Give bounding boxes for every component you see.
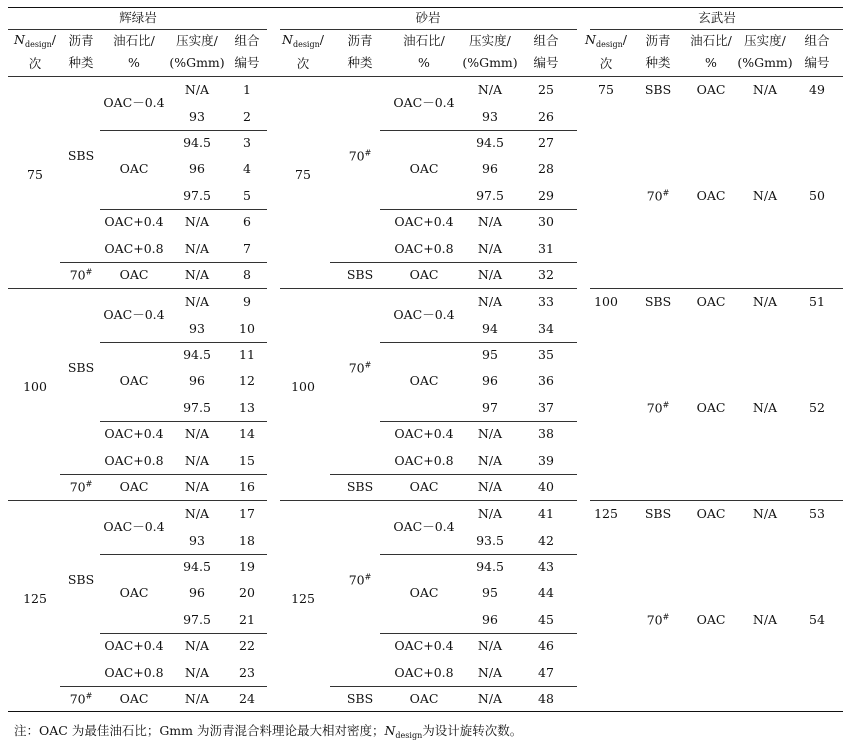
block-rule <box>8 288 267 289</box>
asphalt-sbs: SBS <box>67 571 95 587</box>
n-design-header: $N_{design}/$ 次 <box>14 31 56 71</box>
oil-ratio-oac: OAC <box>119 266 149 282</box>
combo-id: 54 <box>809 611 825 627</box>
n-design-header: $N_{design}/$ 次 <box>282 31 324 71</box>
oil-ratio-plus08: OAC+0.8 <box>104 240 164 256</box>
compaction-value: 94.5 <box>476 558 504 574</box>
compaction-value: N/A <box>477 637 503 653</box>
combo-id: 10 <box>239 320 255 336</box>
oil-ratio-oac: OAC <box>409 373 439 389</box>
sub-rule <box>330 686 577 687</box>
oil-ratio-oac: OAC <box>696 399 726 415</box>
oil-ratio-oac: OAC <box>696 293 726 309</box>
sub-rule <box>100 342 267 343</box>
oil-ratio-oac: OAC <box>409 161 439 177</box>
top-rule <box>8 7 843 8</box>
oil-ratio-minus: OAC－0.4 <box>393 307 455 323</box>
combo-id: 34 <box>538 320 554 336</box>
combo-id: 3 <box>243 134 251 150</box>
combo-id: 14 <box>239 425 255 441</box>
group-header-diabase: 辉绿岩 <box>119 9 157 25</box>
combo-id: 15 <box>239 452 255 468</box>
compaction-value: N/A <box>184 213 210 229</box>
compaction-value: N/A <box>477 478 503 494</box>
header-combo-id: 组合 编号 <box>234 33 260 70</box>
compaction-value: N/A <box>477 664 503 680</box>
compaction-value: N/A <box>184 240 210 256</box>
compaction-value: 93 <box>189 108 205 124</box>
combo-id: 30 <box>538 213 554 229</box>
oil-ratio-plus08: OAC+0.8 <box>104 664 164 680</box>
asphalt-grade-70: 70# <box>348 572 372 588</box>
combo-id: 29 <box>538 187 554 203</box>
compaction-value: N/A <box>184 452 210 468</box>
compaction-value: N/A <box>477 213 503 229</box>
compaction-value: 96 <box>189 161 205 177</box>
combo-id: 44 <box>538 585 554 601</box>
combo-id: 50 <box>809 187 825 203</box>
combo-id: 42 <box>538 532 554 548</box>
compaction-value: 97.5 <box>476 187 504 203</box>
combo-id: 26 <box>538 108 554 124</box>
compaction-value: N/A <box>477 425 503 441</box>
asphalt-sbs: SBS <box>346 266 374 282</box>
combo-id: 46 <box>538 637 554 653</box>
sub-rule <box>60 262 267 263</box>
compaction-value: 96 <box>189 585 205 601</box>
group-header-basalt: 玄武岩 <box>698 9 736 25</box>
sub-rule <box>380 421 577 422</box>
oil-ratio-oac: OAC <box>119 373 149 389</box>
combo-id: 24 <box>239 690 255 706</box>
compaction-value: 97.5 <box>183 611 211 627</box>
oil-ratio-oac: OAC <box>119 478 149 494</box>
compaction-value: N/A <box>184 81 210 97</box>
n-design-value: 75 <box>27 166 43 182</box>
oil-ratio-oac: OAC <box>409 690 439 706</box>
oil-ratio-minus: OAC－0.4 <box>393 519 455 535</box>
asphalt-sbs: SBS <box>644 293 672 309</box>
block-rule <box>8 500 267 501</box>
combo-id: 35 <box>538 346 554 362</box>
asphalt-grade-70: 70# <box>646 188 670 204</box>
compaction-value: 96 <box>482 611 498 627</box>
compaction-value: 94.5 <box>183 346 211 362</box>
sub-rule <box>60 474 267 475</box>
oil-ratio-minus: OAC－0.4 <box>103 519 165 535</box>
compaction-value: N/A <box>752 187 778 203</box>
header-oil-ratio: 油石比/ % <box>403 33 445 70</box>
oil-ratio-minus: OAC－0.4 <box>103 95 165 111</box>
oil-ratio-oac: OAC <box>409 585 439 601</box>
compaction-value: 95 <box>482 585 498 601</box>
oil-ratio-plus04: OAC+0.4 <box>104 637 164 653</box>
combo-id: 49 <box>809 81 825 97</box>
asphalt-sbs: SBS <box>346 690 374 706</box>
oil-ratio-oac: OAC <box>409 266 439 282</box>
compaction-value: N/A <box>184 664 210 680</box>
block-rule <box>590 288 843 289</box>
compaction-value: N/A <box>477 293 503 309</box>
group-rule-sandstone <box>280 29 577 30</box>
oil-ratio-oac: OAC <box>696 187 726 203</box>
block-rule <box>280 288 577 289</box>
block-rule <box>280 500 577 501</box>
oil-ratio-oac: OAC <box>119 690 149 706</box>
oil-ratio-plus08: OAC+0.8 <box>104 452 164 468</box>
compaction-value: N/A <box>752 611 778 627</box>
combo-id: 9 <box>243 293 251 309</box>
compaction-value: 96 <box>189 373 205 389</box>
compaction-value: N/A <box>477 505 503 521</box>
asphalt-sbs: SBS <box>346 478 374 494</box>
oil-ratio-plus04: OAC+0.4 <box>394 213 454 229</box>
combo-id: 4 <box>243 161 251 177</box>
sub-rule <box>100 209 267 210</box>
sub-rule <box>380 554 577 555</box>
compaction-value: N/A <box>752 81 778 97</box>
sub-rule <box>60 686 267 687</box>
combo-id: 31 <box>538 240 554 256</box>
combo-id: 38 <box>538 425 554 441</box>
compaction-value: N/A <box>477 452 503 468</box>
compaction-value: N/A <box>184 690 210 706</box>
group-header-sandstone: 砂岩 <box>415 9 441 25</box>
combo-id: 23 <box>239 664 255 680</box>
sub-rule <box>380 342 577 343</box>
oil-ratio-plus08: OAC+0.8 <box>394 452 454 468</box>
combo-id: 47 <box>538 664 554 680</box>
header-asphalt-type: 沥青 种类 <box>645 33 671 70</box>
compaction-value: 93 <box>482 108 498 124</box>
header-compaction: 压实度/ (%Gmm) <box>169 33 225 70</box>
combo-id: 53 <box>809 505 825 521</box>
combo-id: 25 <box>538 81 554 97</box>
table-footnote: 注：OAC 为最佳油石比；Gmm 为沥青混合料理论最大相对密度；$N_{design}$为设计旋转次数。 <box>14 723 523 740</box>
compaction-value: 95 <box>482 346 498 362</box>
oil-ratio-oac: OAC <box>119 161 149 177</box>
oil-ratio-plus08: OAC+0.8 <box>394 240 454 256</box>
asphalt-sbs: SBS <box>644 505 672 521</box>
oil-ratio-oac: OAC <box>696 611 726 627</box>
group-rule-basalt <box>590 29 843 30</box>
compaction-value: N/A <box>184 425 210 441</box>
compaction-value: 97 <box>482 399 498 415</box>
combo-id: 41 <box>538 505 554 521</box>
header-oil-ratio: 油石比/ % <box>113 33 155 70</box>
compaction-value: 97.5 <box>183 399 211 415</box>
compaction-value: N/A <box>184 505 210 521</box>
compaction-value: N/A <box>752 505 778 521</box>
compaction-value: N/A <box>477 81 503 97</box>
compaction-value: 93 <box>189 320 205 336</box>
compaction-value: N/A <box>184 266 210 282</box>
sub-rule <box>100 554 267 555</box>
oil-ratio-minus: OAC－0.4 <box>393 95 455 111</box>
compaction-value: 94.5 <box>476 134 504 150</box>
compaction-value: 97.5 <box>183 187 211 203</box>
n-design-value: 125 <box>291 590 315 606</box>
combo-id: 37 <box>538 399 554 415</box>
asphalt-sbs: SBS <box>644 81 672 97</box>
header-compaction: 压实度/ (%Gmm) <box>462 33 518 70</box>
header-rule <box>8 76 843 77</box>
compaction-value: N/A <box>184 478 210 494</box>
combo-id: 16 <box>239 478 255 494</box>
sub-rule <box>330 262 577 263</box>
combo-id: 36 <box>538 373 554 389</box>
asphalt-grade-70: 70# <box>69 267 93 283</box>
asphalt-sbs: SBS <box>67 359 95 375</box>
compaction-value: N/A <box>752 399 778 415</box>
combo-id: 19 <box>239 558 255 574</box>
sub-rule <box>380 130 577 131</box>
n-design-value: 100 <box>594 293 618 309</box>
combo-id: 45 <box>538 611 554 627</box>
asphalt-grade-70: 70# <box>69 691 93 707</box>
n-design-value: 125 <box>594 505 618 521</box>
sub-rule <box>100 633 267 634</box>
block-rule <box>590 500 843 501</box>
asphalt-grade-70: 70# <box>646 612 670 628</box>
compaction-value: 94.5 <box>183 134 211 150</box>
n-design-value: 75 <box>598 81 614 97</box>
compaction-value: N/A <box>184 637 210 653</box>
n-design-value: 100 <box>23 378 47 394</box>
oil-ratio-plus04: OAC+0.4 <box>394 637 454 653</box>
compaction-value: 93 <box>189 532 205 548</box>
combo-id: 33 <box>538 293 554 309</box>
asphalt-grade-70: 70# <box>348 360 372 376</box>
n-design-value: 100 <box>291 378 315 394</box>
oil-ratio-oac: OAC <box>119 585 149 601</box>
n-design-header: $N_{design}/$ 次 <box>585 31 627 71</box>
bottom-rule <box>8 711 843 712</box>
combo-id: 18 <box>239 532 255 548</box>
combo-id: 11 <box>239 346 255 362</box>
compaction-value: 94.5 <box>183 558 211 574</box>
combo-id: 51 <box>809 293 825 309</box>
group-rule-diabase <box>8 29 267 30</box>
compaction-value: 93.5 <box>476 532 504 548</box>
combo-id: 7 <box>243 240 251 256</box>
compaction-value: 96 <box>482 161 498 177</box>
compaction-value: N/A <box>477 240 503 256</box>
sub-rule <box>380 633 577 634</box>
sub-rule <box>100 421 267 422</box>
combo-id: 1 <box>243 81 251 97</box>
header-asphalt-type: 沥青 种类 <box>68 33 94 70</box>
header-asphalt-type: 沥青 种类 <box>347 33 373 70</box>
oil-ratio-oac: OAC <box>409 478 439 494</box>
compaction-value: 96 <box>482 373 498 389</box>
compaction-value: N/A <box>477 266 503 282</box>
combo-id: 6 <box>243 213 251 229</box>
combo-id: 12 <box>239 373 255 389</box>
oil-ratio-minus: OAC－0.4 <box>103 307 165 323</box>
combo-id: 5 <box>243 187 251 203</box>
header-compaction: 压实度/ (%Gmm) <box>737 33 793 70</box>
combo-id: 8 <box>243 266 251 282</box>
combo-id: 22 <box>239 637 255 653</box>
compaction-value: N/A <box>477 690 503 706</box>
header-oil-ratio: 油石比/ % <box>690 33 732 70</box>
sub-rule <box>380 209 577 210</box>
sub-rule <box>100 130 267 131</box>
combo-id: 43 <box>538 558 554 574</box>
header-combo-id: 组合 编号 <box>804 33 830 70</box>
oil-ratio-plus04: OAC+0.4 <box>104 425 164 441</box>
combo-id: 17 <box>239 505 255 521</box>
combo-id: 27 <box>538 134 554 150</box>
combo-id: 48 <box>538 690 554 706</box>
n-design-value: 125 <box>23 590 47 606</box>
oil-ratio-oac: OAC <box>696 81 726 97</box>
asphalt-grade-70: 70# <box>646 400 670 416</box>
oil-ratio-plus08: OAC+0.8 <box>394 664 454 680</box>
compaction-value: N/A <box>752 293 778 309</box>
combo-id: 28 <box>538 161 554 177</box>
asphalt-grade-70: 70# <box>348 148 372 164</box>
combo-id: 52 <box>809 399 825 415</box>
asphalt-grade-70: 70# <box>69 479 93 495</box>
combo-id: 39 <box>538 452 554 468</box>
combo-id: 21 <box>239 611 255 627</box>
oil-ratio-plus04: OAC+0.4 <box>104 213 164 229</box>
sub-rule <box>330 474 577 475</box>
header-combo-id: 组合 编号 <box>533 33 559 70</box>
compaction-value: N/A <box>184 293 210 309</box>
combo-id: 32 <box>538 266 554 282</box>
combo-id: 2 <box>243 108 251 124</box>
asphalt-sbs: SBS <box>67 147 95 163</box>
compaction-value: 94 <box>482 320 498 336</box>
combo-id: 20 <box>239 585 255 601</box>
combo-id: 40 <box>538 478 554 494</box>
oil-ratio-plus04: OAC+0.4 <box>394 425 454 441</box>
oil-ratio-oac: OAC <box>696 505 726 521</box>
n-design-value: 75 <box>295 166 311 182</box>
combo-id: 13 <box>239 399 255 415</box>
